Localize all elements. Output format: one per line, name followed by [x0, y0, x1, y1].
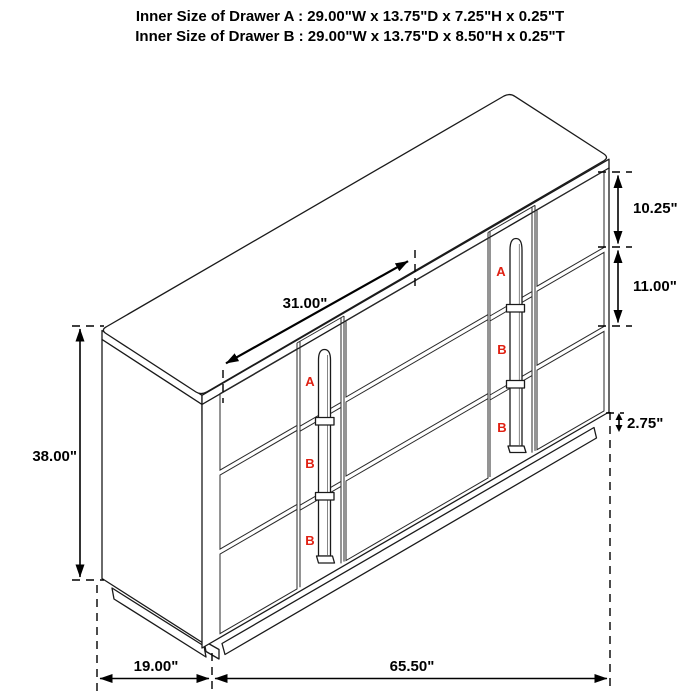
drawer-label-left-b1: B	[305, 456, 315, 471]
handle-right-foot	[508, 446, 526, 453]
title-line-drawer-a: Inner Size of Drawer A : 29.00"W x 13.75"D x 7.25"H x 0.25"T	[135, 8, 565, 25]
drawer-label-left-b2: B	[305, 533, 315, 548]
handle-left-mount-bottom	[316, 493, 335, 501]
drawer-label-right-a: A	[496, 264, 506, 279]
handle-left-foot	[317, 556, 335, 563]
drawer-a-height-label: 10.25"	[633, 200, 678, 217]
drawer-label-right-b2: B	[497, 420, 507, 435]
handle-right-bar	[510, 239, 522, 447]
drawer-label-left-a: A	[305, 374, 315, 389]
drawer-label-right-b1: B	[497, 342, 507, 357]
depth-dimension-label: 19.00"	[133, 658, 179, 675]
sideboard-illustration	[102, 95, 609, 659]
title-line-drawer-b: Inner Size of Drawer B : 29.00"W x 13.75"D x 8.50"H x 0.25"T	[135, 28, 565, 45]
width-dimension-label: 65.50"	[389, 658, 435, 675]
handle-right-mount-bottom	[507, 381, 525, 389]
handle-right-mount-top	[507, 305, 525, 313]
handle-left-bar	[319, 350, 331, 557]
base-height-label: 2.75"	[627, 415, 664, 432]
drawer-b-height-label: 11.00"	[633, 278, 677, 295]
handle-left-mount-top	[316, 418, 335, 426]
drawer-width-dimension-label: 31.00"	[282, 295, 328, 312]
dimension-overall-height	[32, 326, 104, 580]
height-dimension-label: 38.00"	[32, 448, 77, 465]
dimension-base-clearance	[606, 413, 663, 432]
dimension-drawer-heights	[598, 172, 678, 326]
